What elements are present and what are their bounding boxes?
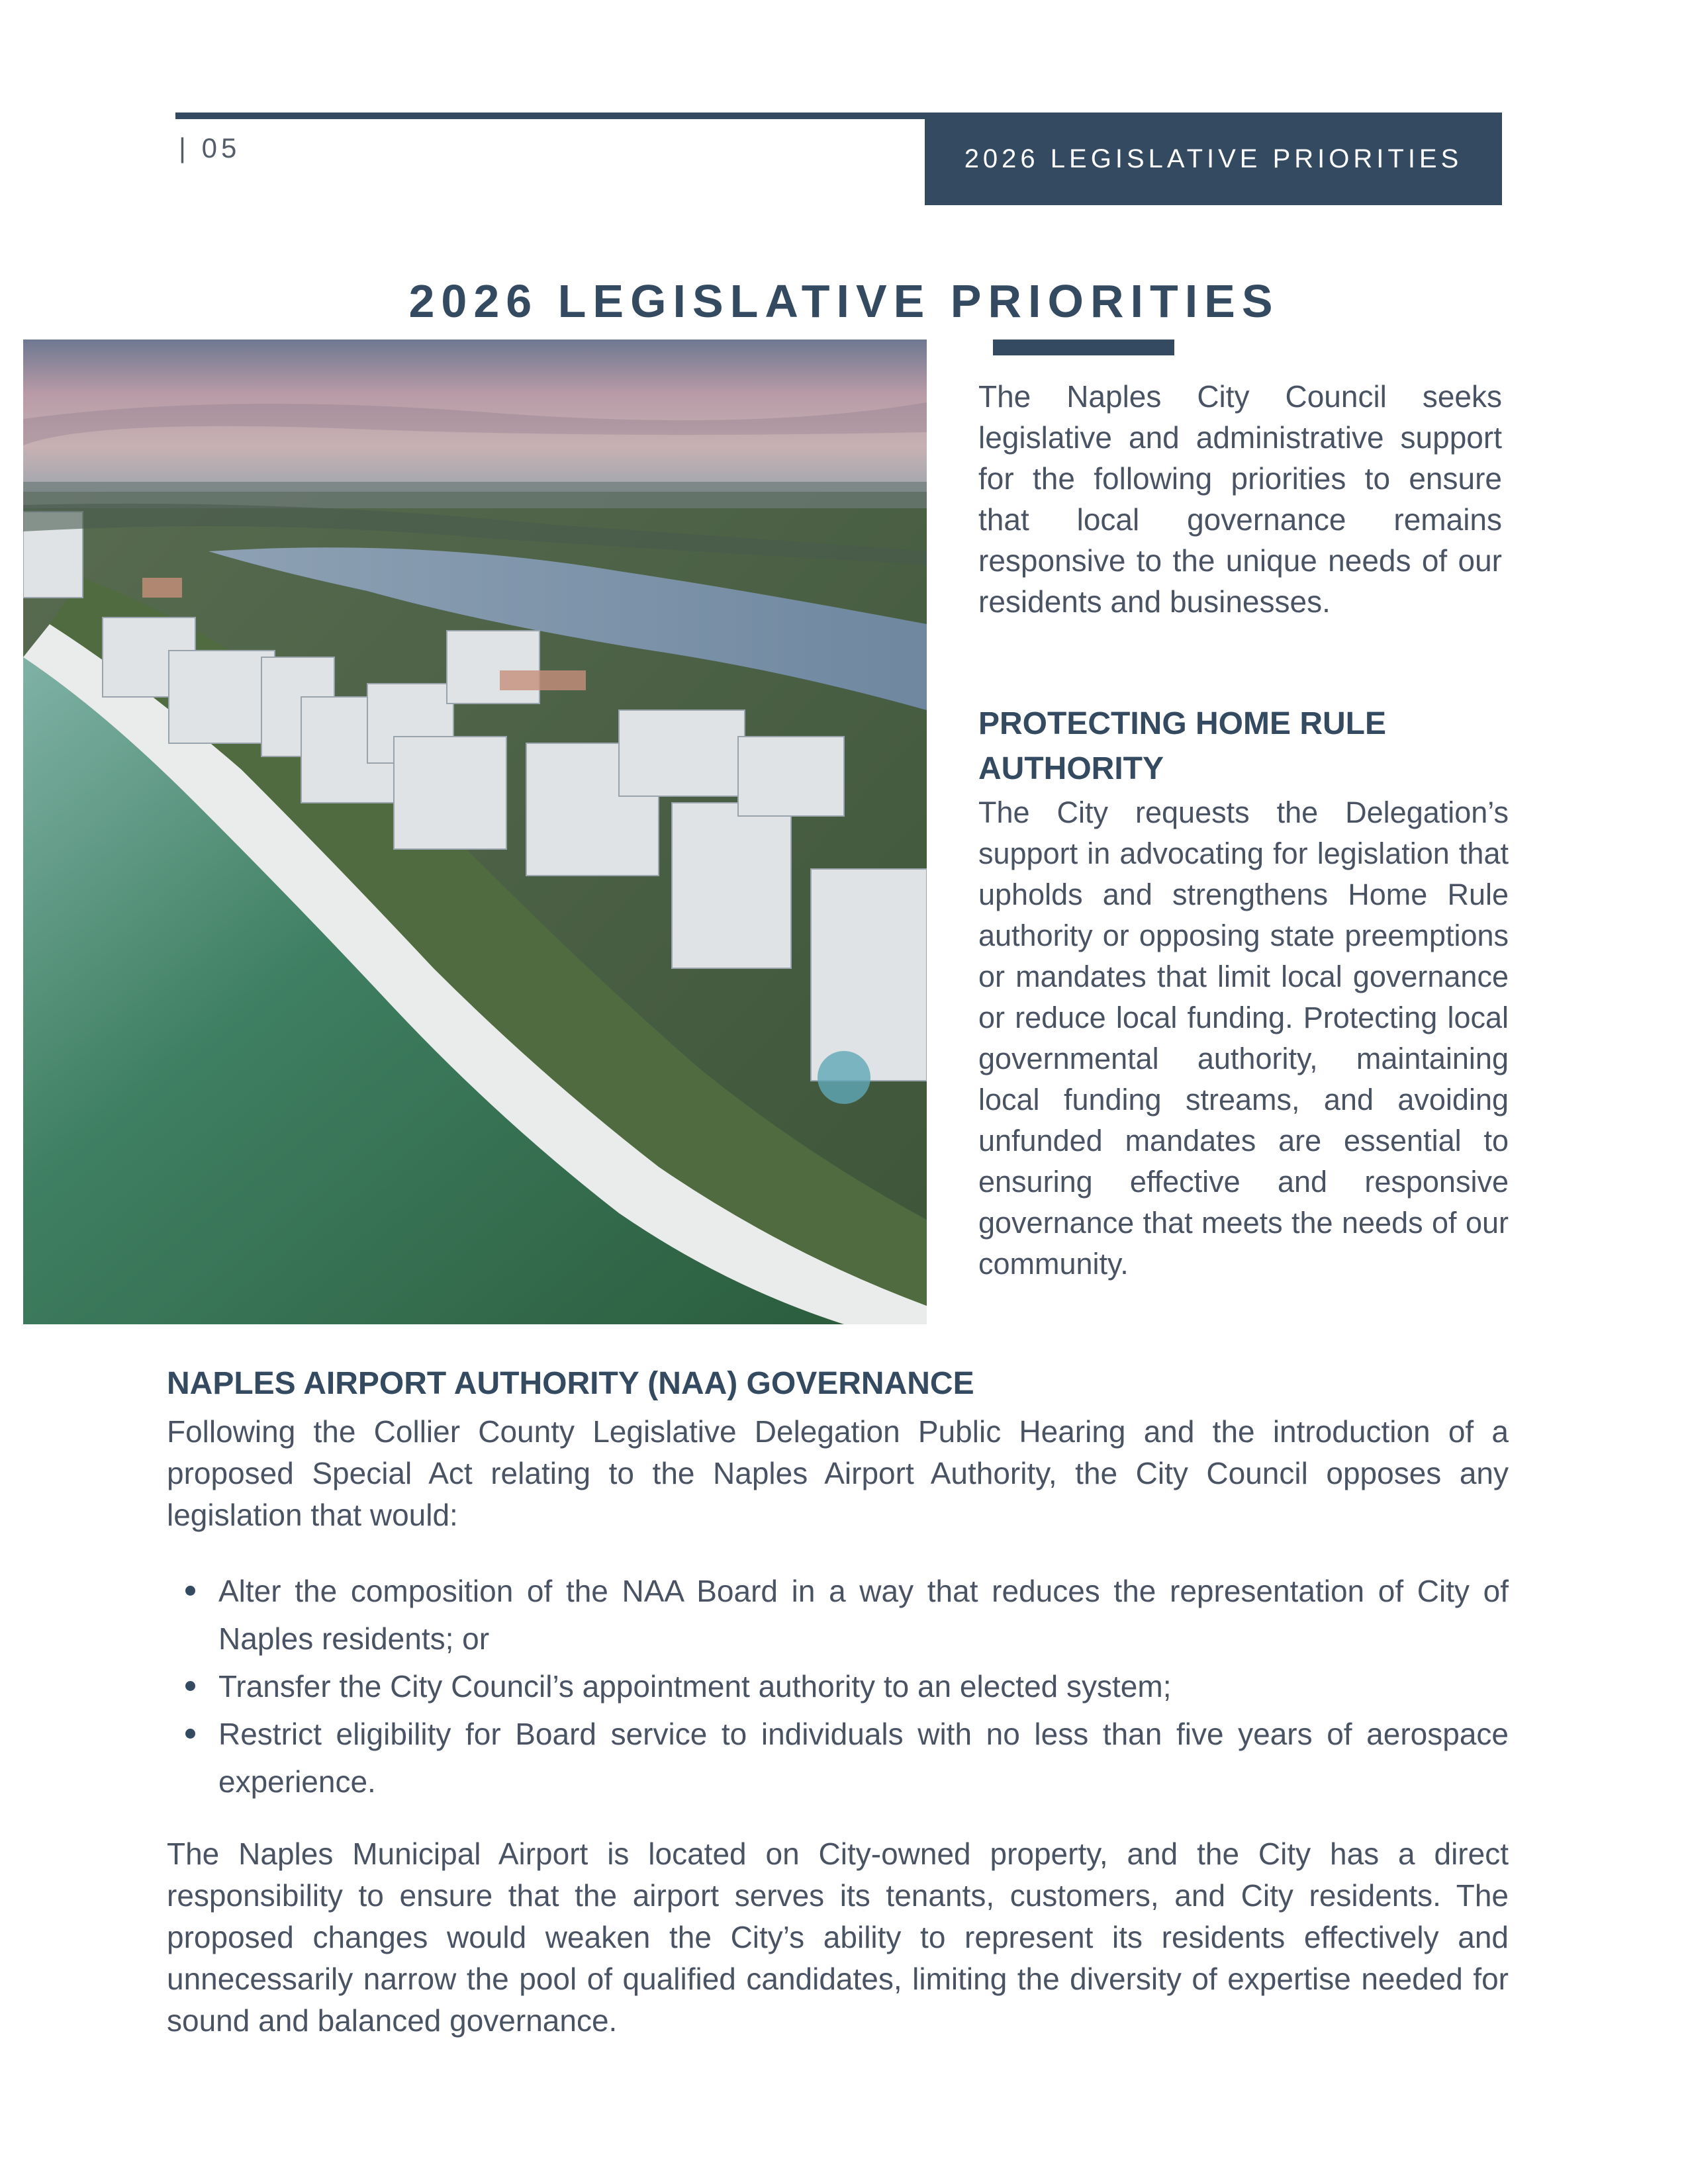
- list-item-text: Restrict eligibility for Board service to individuals with no less than five years of aerospace experience.: [218, 1717, 1509, 1799]
- bullet-icon: [185, 1681, 195, 1691]
- intro-paragraph: The Naples City Council seeks legislative and administrative support for the following priorities to ensure that local governance remains responsive to the unique needs of our residents and businesses.: [978, 379, 1502, 619]
- hero-aerial-photo: [23, 340, 927, 1324]
- header-tab-label: 2026 LEGISLATIVE PRIORITIES: [964, 144, 1463, 173]
- header-tab: [925, 113, 1502, 205]
- page-number: | 05: [179, 132, 241, 163]
- naa-bullet-list: [167, 1567, 1509, 1805]
- page-title: 2026 LEGISLATIVE PRIORITIES: [408, 275, 1280, 327]
- bullet-icon: [185, 1729, 195, 1739]
- list-item: [167, 1710, 1509, 1805]
- home-rule-body: The City requests the Delegation’s support in advocating for legislation that upholds and strengthens Home Rule authority or opposing state preemptions or mandates that limit local governance or reduce local funding. Protecting local governmental authority, maintaining local funding streams, and avoiding unfunded mandates are essential to ensuring effective and responsive governance that meets the needs of our community.: [978, 796, 1509, 1281]
- accent-bar: [993, 340, 1174, 355]
- list-item-text: Alter the composition of the NAA Board in a way that reduces the representation of City of Naples residents; or: [218, 1574, 1509, 1656]
- list-item: [167, 1567, 1509, 1662]
- bullet-icon: [185, 1586, 195, 1596]
- naa-closing-paragraph: The Naples Municipal Airport is located on City-owned property, and the City has a direct responsibility to ensure that the airport serves its tenants, customers, and City residents. The proposed changes would weaken the City’s ability to represent its residents effectively and unnecessarily narrow the pool of qualified candidates, limiting the diversity of expertise needed for sound and balanced governance.: [167, 1837, 1509, 2038]
- naa-heading: NAPLES AIRPORT AUTHORITY (NAA) GOVERNANCE: [167, 1366, 974, 1401]
- home-rule-heading: PROTECTING HOME RULE AUTHORITY: [978, 706, 1387, 786]
- list-item: [167, 1662, 1509, 1710]
- list-item-text: Transfer the City Council’s appointment authority to an elected system;: [218, 1669, 1172, 1704]
- naa-intro: Following the Collier County Legislative Delegation Public Hearing and the introduction of a proposed Special Act relating to the Naples Airport Authority, the City Council opposes any legislation that would:: [167, 1414, 1509, 1532]
